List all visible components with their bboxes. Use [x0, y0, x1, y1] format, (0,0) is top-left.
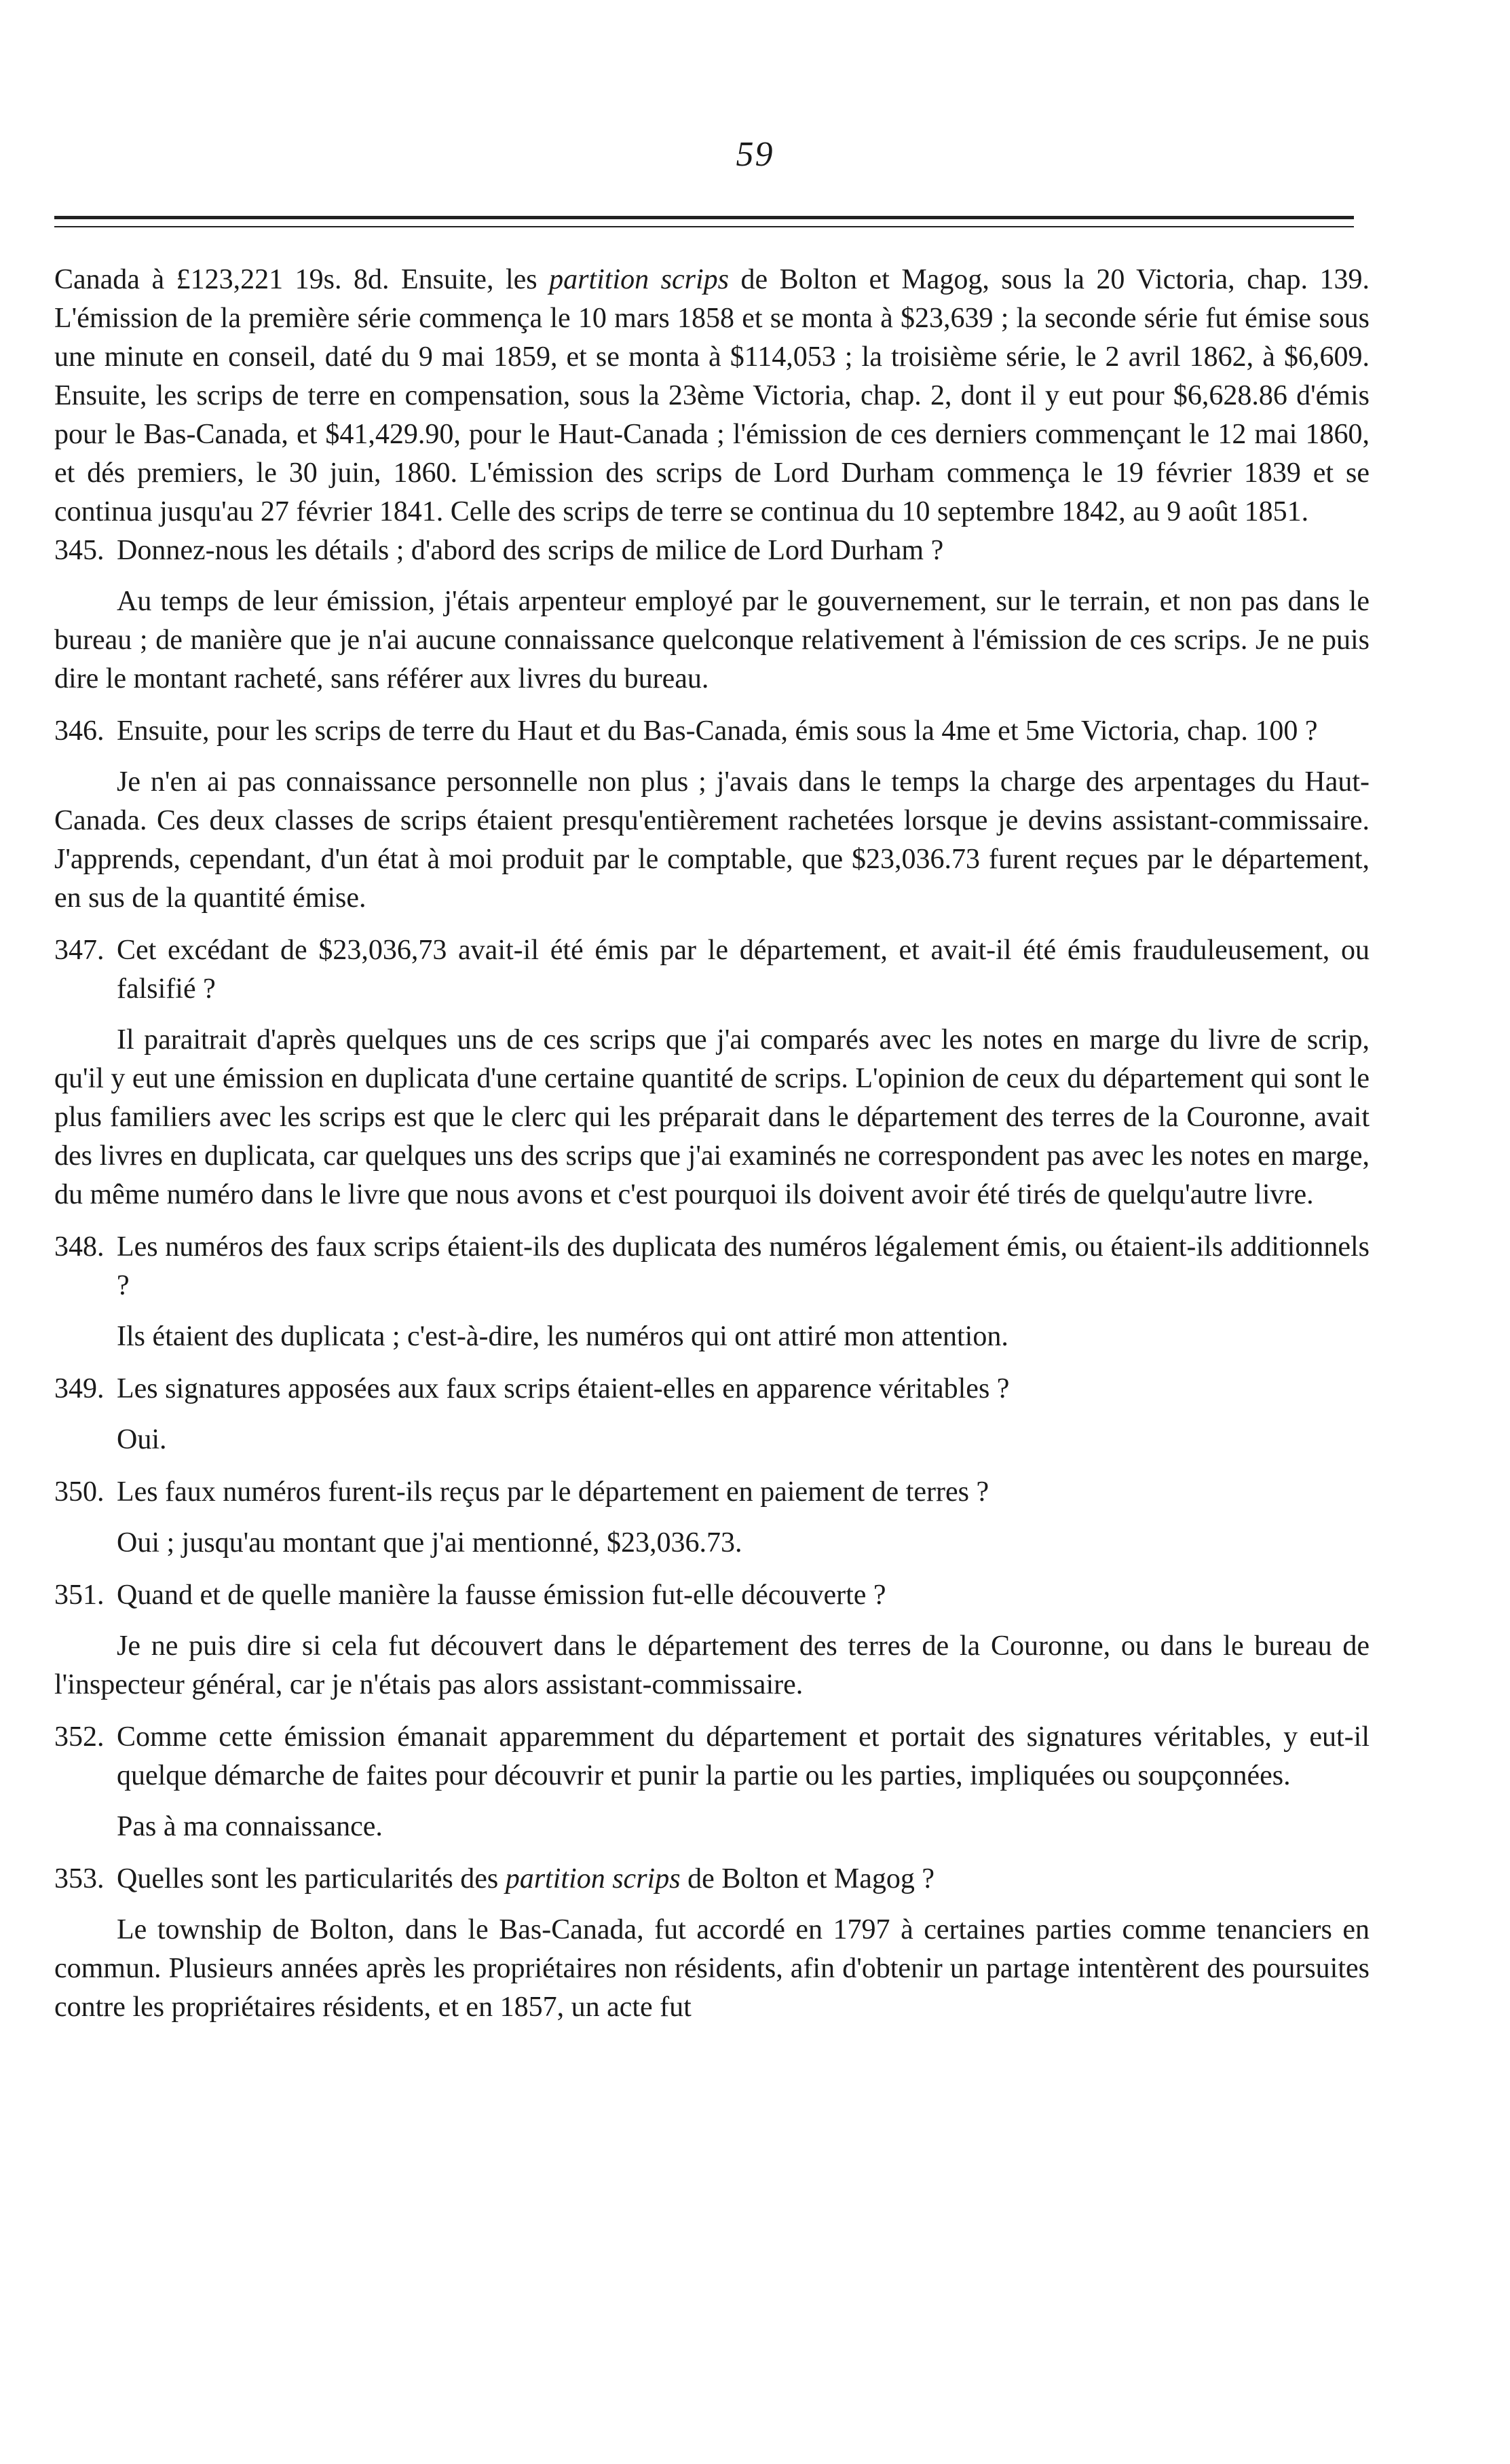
qa-item-351: [54, 1576, 1370, 1704]
question-text: Comme cette émission émanait apparemment du département et portait des signatures véritables, y eut-il quelque démarche de faites pour découvrir et punir la partie ou les parties, impliquées ou soupçonnées.: [117, 1721, 1370, 1791]
question: [54, 712, 1370, 751]
question-text: Les faux numéros furent-ils reçus par le département en paiement de terres ?: [117, 1476, 989, 1508]
question-italic-term: partition scrips: [505, 1863, 681, 1894]
qa-item-348: [54, 1228, 1370, 1356]
answer-text: Oui ; jusqu'au montant que j'ai mentionné, $23,036.73.: [117, 1527, 742, 1558]
question-text-1: Quelles sont les particularités des: [117, 1863, 506, 1894]
question-number: 347.: [54, 935, 105, 966]
answer-text: Le township de Bolton, dans le Bas-Canada, fut accordé en 1797 à certaines parties comme tenanciers en commun. Plusieurs années après les propriétaires non résidents, afin d'obtenir un partage intentèrent des poursuites contre les propriétaires résidents, et en 1857, un acte fut: [54, 1914, 1370, 2023]
question: [54, 1718, 1370, 1795]
question: [54, 1370, 1370, 1408]
question-number: 346.: [54, 715, 105, 747]
header-rule-thin: [54, 226, 1354, 227]
question: [54, 1576, 1370, 1615]
answer-text: Oui.: [117, 1424, 167, 1455]
qa-item-350: [54, 1473, 1370, 1563]
question-text-2: de Bolton et Magog ?: [680, 1863, 935, 1894]
question-text: Les signatures apposées aux faux scrips étaient-elles en apparence véritables ?: [117, 1373, 1010, 1404]
question: [54, 931, 1370, 1009]
answer-text: Ils étaient des duplicata ; c'est-à-dire, les numéros qui ont attiré mon attention.: [117, 1321, 1008, 1352]
qa-item-347: [54, 931, 1370, 1214]
header-rule-thick: [54, 216, 1354, 219]
qa-item-345: [54, 531, 1370, 698]
answer-text: Au temps de leur émission, j'étais arpenteur employé par le gouvernement, sur le terrain, et non pas dans le bureau ; de manière que je n'ai aucune connaissance quelconque relativement à l'émission de ces scrips. Je ne puis dire le montant racheté, sans référer aux livres du bureau.: [54, 586, 1370, 694]
question-number: 349.: [54, 1373, 105, 1404]
intro-text-1: Canada à £123,221 19s. 8d. Ensuite, les: [54, 264, 550, 295]
question-number: 350.: [54, 1476, 105, 1508]
question-number: 348.: [54, 1231, 105, 1263]
qa-item-352: [54, 1718, 1370, 1846]
answer-text: Je n'en ai pas connaissance personnelle non plus ; j'avais dans le temps la charge des arpentages du Haut-Canada. Ces deux classes de scrips étaient presqu'entièrement rachetées lorsque je devins assistant-commissaire. J'apprends, cependant, d'un état à moi produit par le comptable, que $23,036.73 furent reçues par le département, en sus de la quantité émise.: [54, 766, 1370, 914]
intro-text-2: de Bolton et Magog, sous la 20 Victoria, chap. 139. L'émission de la première série commença le 10 mars 1858 et se monta à $23,639 ; la seconde série fut émise sous une minute en conseil, daté du 9 mai 1859, et se monta à $114,053 ; la troisième série, le 2 avril 1862, à $6,609. Ensuite, les scrips de terre en compensation, sous la 23ème Victoria, chap. 2, dont il y eut pour $6,628.86 d'émis pour le Bas-Canada, et $41,429.90, pour le Haut-Canada ; l'émission de ces derniers commençant le 12 mai 1860, et dés premiers, le 30 juin, 1860. L'émission des scrips de Lord Durham commença le 19 février 1839 et se continua jusqu'au 27 février 1841. Celle des scrips de terre se continua du 10 septembre 1842, au 9 août 1851.: [54, 264, 1370, 527]
question-number: 351.: [54, 1580, 105, 1611]
answer-text: Il paraitrait d'après quelques uns de ces scrips que j'ai comparés avec les notes en marge du livre de scrip, qu'il y eut une émission en duplicata d'une certaine quantité de scrips. L'opinion de ceux du département qui sont le plus familiers avec les scrips est que le clerc qui les préparait dans le département des terres de la Couronne, avait des livres en duplicata, car quelques uns des scrips que j'ai examinés ne correspondent pas avec les notes en marge, du même numéro dans le livre que nous avons et c'est pourquoi ils doivent avoir été tirés de quelqu'autre livre.: [54, 1024, 1370, 1210]
qa-item-353: [54, 1860, 1370, 2027]
question-number: 352.: [54, 1721, 105, 1753]
qa-item-346: [54, 712, 1370, 918]
question: [54, 1860, 1370, 1899]
question-text: Quand et de quelle manière la fausse émission fut-elle découverte ?: [117, 1580, 886, 1611]
question-text: Ensuite, pour les scrips de terre du Haut et du Bas-Canada, émis sous la 4me et 5me Victoria, chap. 100 ?: [117, 715, 1318, 747]
question-text: Donnez-nous les détails ; d'abord des scrips de milice de Lord Durham ?: [117, 535, 944, 566]
qa-item-349: [54, 1370, 1370, 1459]
question-number: 353.: [54, 1863, 105, 1894]
answer-text: Pas à ma connaissance.: [117, 1811, 383, 1842]
question-text: [117, 1860, 1370, 1899]
question: [54, 531, 1370, 570]
question: [54, 1473, 1370, 1512]
question-text: Les numéros des faux scrips étaient-ils des duplicata des numéros légalement émis, ou étaient-ils additionnels ?: [117, 1231, 1370, 1301]
question-number: 345.: [54, 535, 105, 566]
intro-italic-term: partition scrips: [549, 264, 729, 295]
answer-text: Je ne puis dire si cela fut découvert dans le département des terres de la Couronne, ou dans le bureau de l'inspecteur général, car je n'étais pas alors assistant-commissaire.: [54, 1630, 1370, 1700]
question: [54, 1228, 1370, 1305]
question-text: Cet excédant de $23,036,73 avait-il été émis par le département, et avait-il été émis frauduleusement, ou falsifié ?: [117, 935, 1370, 1005]
page-body: [54, 261, 1370, 2040]
intro-paragraph: [54, 261, 1370, 531]
page-number: 59: [736, 135, 774, 174]
